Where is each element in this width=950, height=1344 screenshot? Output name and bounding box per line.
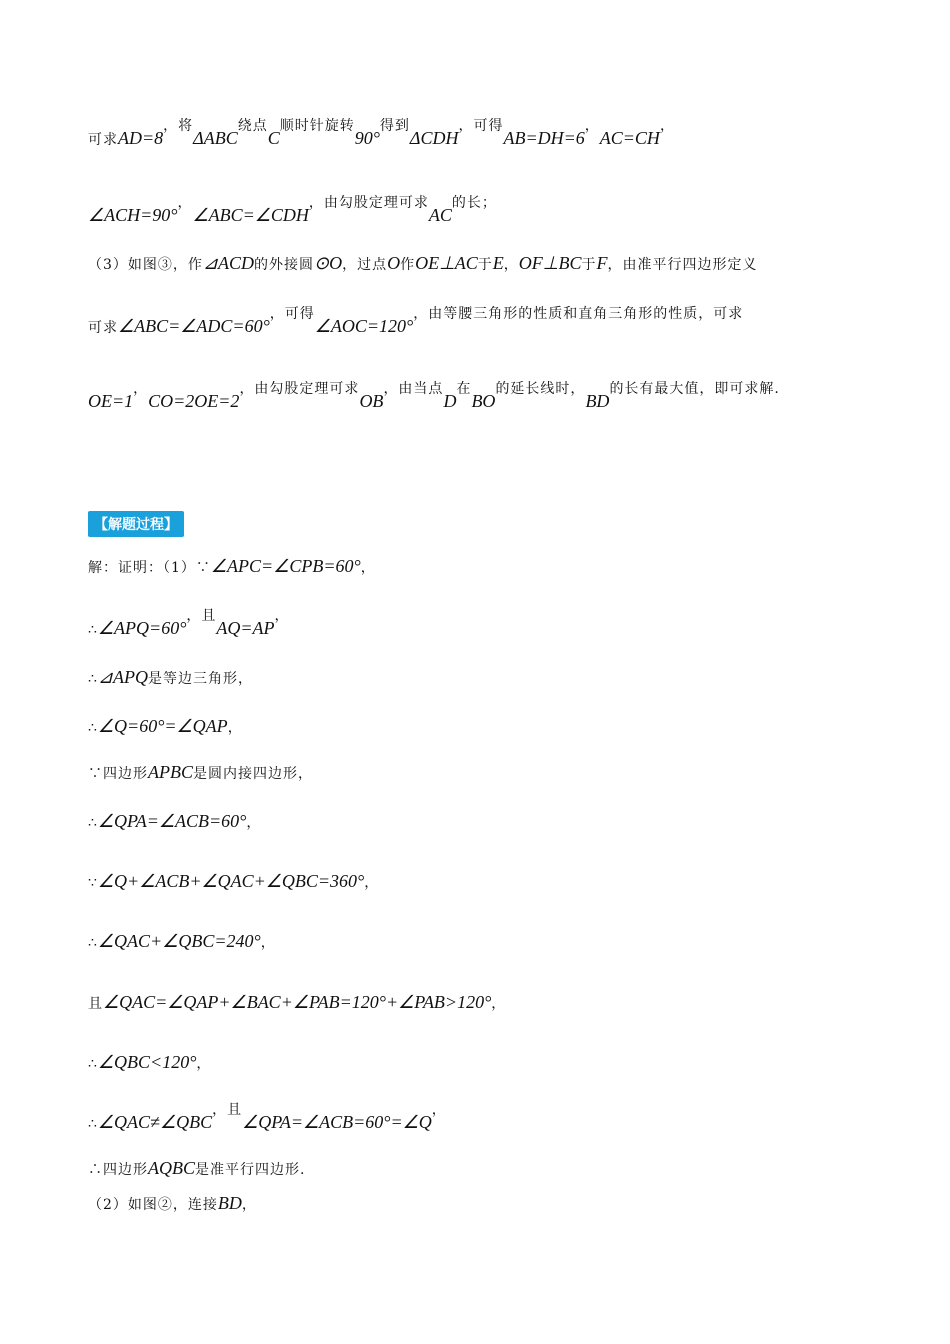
solution-process-badge: 【解题过程】 [88, 511, 184, 537]
text-segment: 可求 [88, 320, 118, 336]
text-segment: ∴ [88, 671, 98, 687]
text-segment: 顺时针旋转 [279, 118, 355, 134]
math-formula: OF⊥BC [518, 253, 582, 273]
math-formula: APBC [148, 762, 193, 782]
text-segment: 且 [88, 996, 103, 1012]
solution-line-5 [88, 762, 870, 783]
text-segment: ∵ [88, 875, 98, 891]
text-segment: ， [274, 608, 290, 624]
math-formula: CO=2OE=2 [148, 391, 240, 411]
math-formula: F [596, 253, 608, 273]
math-formula: AC [428, 205, 452, 225]
math-formula: E [492, 253, 504, 273]
text-segment: 作 [400, 257, 416, 273]
text-segment: ，可得 [269, 306, 315, 322]
text-segment: ∴四边形 [88, 1162, 148, 1178]
math-formula: OE⊥AC [415, 253, 478, 273]
solution-line-7 [88, 871, 870, 892]
analysis-line-2 [88, 195, 870, 226]
text-segment: ，由勾股定理可求 [239, 381, 360, 397]
text-segment: ∴ [88, 935, 98, 951]
math-formula: AQ=AP [216, 618, 275, 638]
text-segment: 绕点 [237, 118, 268, 134]
math-formula: ∠QBC<120° [97, 1052, 197, 1072]
math-formula: ∠QAC+∠QBC=240° [97, 931, 261, 951]
text-segment: ， [491, 996, 507, 1012]
text-segment: ，且 [212, 1102, 243, 1118]
math-formula: AC=CH [599, 128, 660, 148]
text-segment: 在 [456, 381, 472, 397]
text-segment: ， [360, 560, 376, 576]
text-segment: ， [584, 118, 600, 134]
text-segment: 的长有最大值，即可求解. [609, 381, 780, 397]
text-segment: ∵四边形 [88, 766, 148, 782]
math-formula: 90° [354, 128, 380, 148]
text-segment: ，将 [163, 118, 194, 134]
math-formula: ∠ABC=∠ADC=60° [118, 316, 270, 336]
math-formula: ∠QAC=∠QAP+∠BAC+∠PAB=120°+∠PAB>120° [103, 992, 492, 1012]
text-segment: 解：证明：（1）∵ [88, 560, 211, 576]
text-segment: 的长； [451, 195, 497, 211]
text-segment: ∴ [88, 622, 98, 638]
text-segment: ，且 [186, 608, 217, 624]
math-formula: O [387, 253, 401, 273]
math-formula: AD=8 [118, 128, 164, 148]
text-segment: 是等边三角形， [148, 671, 253, 687]
math-formula: C [267, 128, 280, 148]
text-segment: ， [177, 195, 193, 211]
math-formula: OE=1 [88, 391, 134, 411]
solution-line-3 [88, 667, 870, 688]
math-formula: ⊿APQ [97, 667, 148, 687]
analysis-line-3 [88, 253, 870, 274]
text-segment: ，由当点 [383, 381, 444, 397]
text-segment: ， [246, 815, 262, 831]
math-formula: ∠Q=60°=∠QAP [97, 716, 228, 736]
text-segment: 得到 [379, 118, 410, 134]
text-segment: ， [196, 1056, 212, 1072]
text-segment: ，由等腰三角形的性质和直角三角形的性质，可求 [413, 306, 744, 322]
text-segment: ∴ [88, 720, 98, 736]
text-segment: ，由准平行四边形定义 [607, 257, 758, 273]
text-segment: 是圆内接四边形， [193, 766, 313, 782]
math-formula: OB [359, 391, 384, 411]
math-formula: ∠APQ=60° [97, 618, 187, 638]
math-formula: D [443, 391, 457, 411]
text-segment: ， [241, 1197, 257, 1213]
math-formula: ⊙O [314, 253, 343, 273]
solution-line-9 [88, 992, 870, 1013]
solution-line-6 [88, 811, 870, 832]
math-formula: ⊿ACD [202, 253, 255, 273]
text-segment: ∴ [88, 1116, 98, 1132]
solution-line-2 [88, 608, 870, 639]
text-segment: ， [364, 875, 380, 891]
text-segment: 于 [477, 257, 493, 273]
text-segment: ，由勾股定理可求 [308, 195, 429, 211]
text-segment: 于 [581, 257, 597, 273]
text-segment: 的外接圆 [254, 257, 315, 273]
math-formula: ∠QPA=∠ACB=60°=∠Q [242, 1112, 432, 1132]
math-formula: AB=DH=6 [503, 128, 585, 148]
solution-line-4 [88, 716, 870, 737]
math-formula: ∠ABC=∠CDH [192, 205, 309, 225]
math-formula: BD [217, 1193, 242, 1213]
math-formula: ∠ACH=90° [88, 205, 178, 225]
text-segment: ， [503, 257, 519, 273]
solution-line-8 [88, 931, 870, 952]
solution-line-13 [88, 1193, 870, 1214]
text-segment: ， [260, 935, 276, 951]
text-segment: ∴ [88, 1056, 98, 1072]
math-formula: ∠Q+∠ACB+∠QAC+∠QBC=360° [97, 871, 365, 891]
text-segment: ，过点 [342, 257, 388, 273]
analysis-line-4 [88, 306, 870, 337]
text-segment: 的延长线时， [495, 381, 586, 397]
solution-line-10 [88, 1052, 870, 1073]
text-segment: （3）如图③，作 [88, 257, 203, 273]
analysis-line-1 [88, 118, 870, 149]
text-segment: 是准平行四边形. [195, 1162, 306, 1178]
math-formula: BO [471, 391, 496, 411]
math-formula: ∠QPA=∠ACB=60° [97, 811, 247, 831]
text-segment: ∴ [88, 815, 98, 831]
text-segment: 可求 [88, 132, 118, 148]
math-formula: AQBC [148, 1158, 195, 1178]
text-segment: ， [659, 118, 675, 134]
solution-line-1 [88, 556, 870, 577]
math-formula: ∠AOC=120° [314, 316, 414, 336]
text-segment: ， [431, 1102, 447, 1118]
solution-line-11 [88, 1102, 870, 1133]
math-formula: ∠APC=∠CPB=60° [210, 556, 361, 576]
solution-line-12 [88, 1158, 870, 1179]
math-formula: ΔABC [193, 128, 238, 148]
math-formula: ΔCDH [409, 128, 459, 148]
text-segment: （2）如图②，连接 [88, 1197, 218, 1213]
math-formula: BD [585, 391, 610, 411]
math-formula: ∠QAC≠∠QBC [97, 1112, 213, 1132]
text-segment: ， [133, 381, 149, 397]
text-segment: ， [227, 720, 243, 736]
text-segment: ，可得 [458, 118, 504, 134]
analysis-line-5 [88, 381, 870, 412]
